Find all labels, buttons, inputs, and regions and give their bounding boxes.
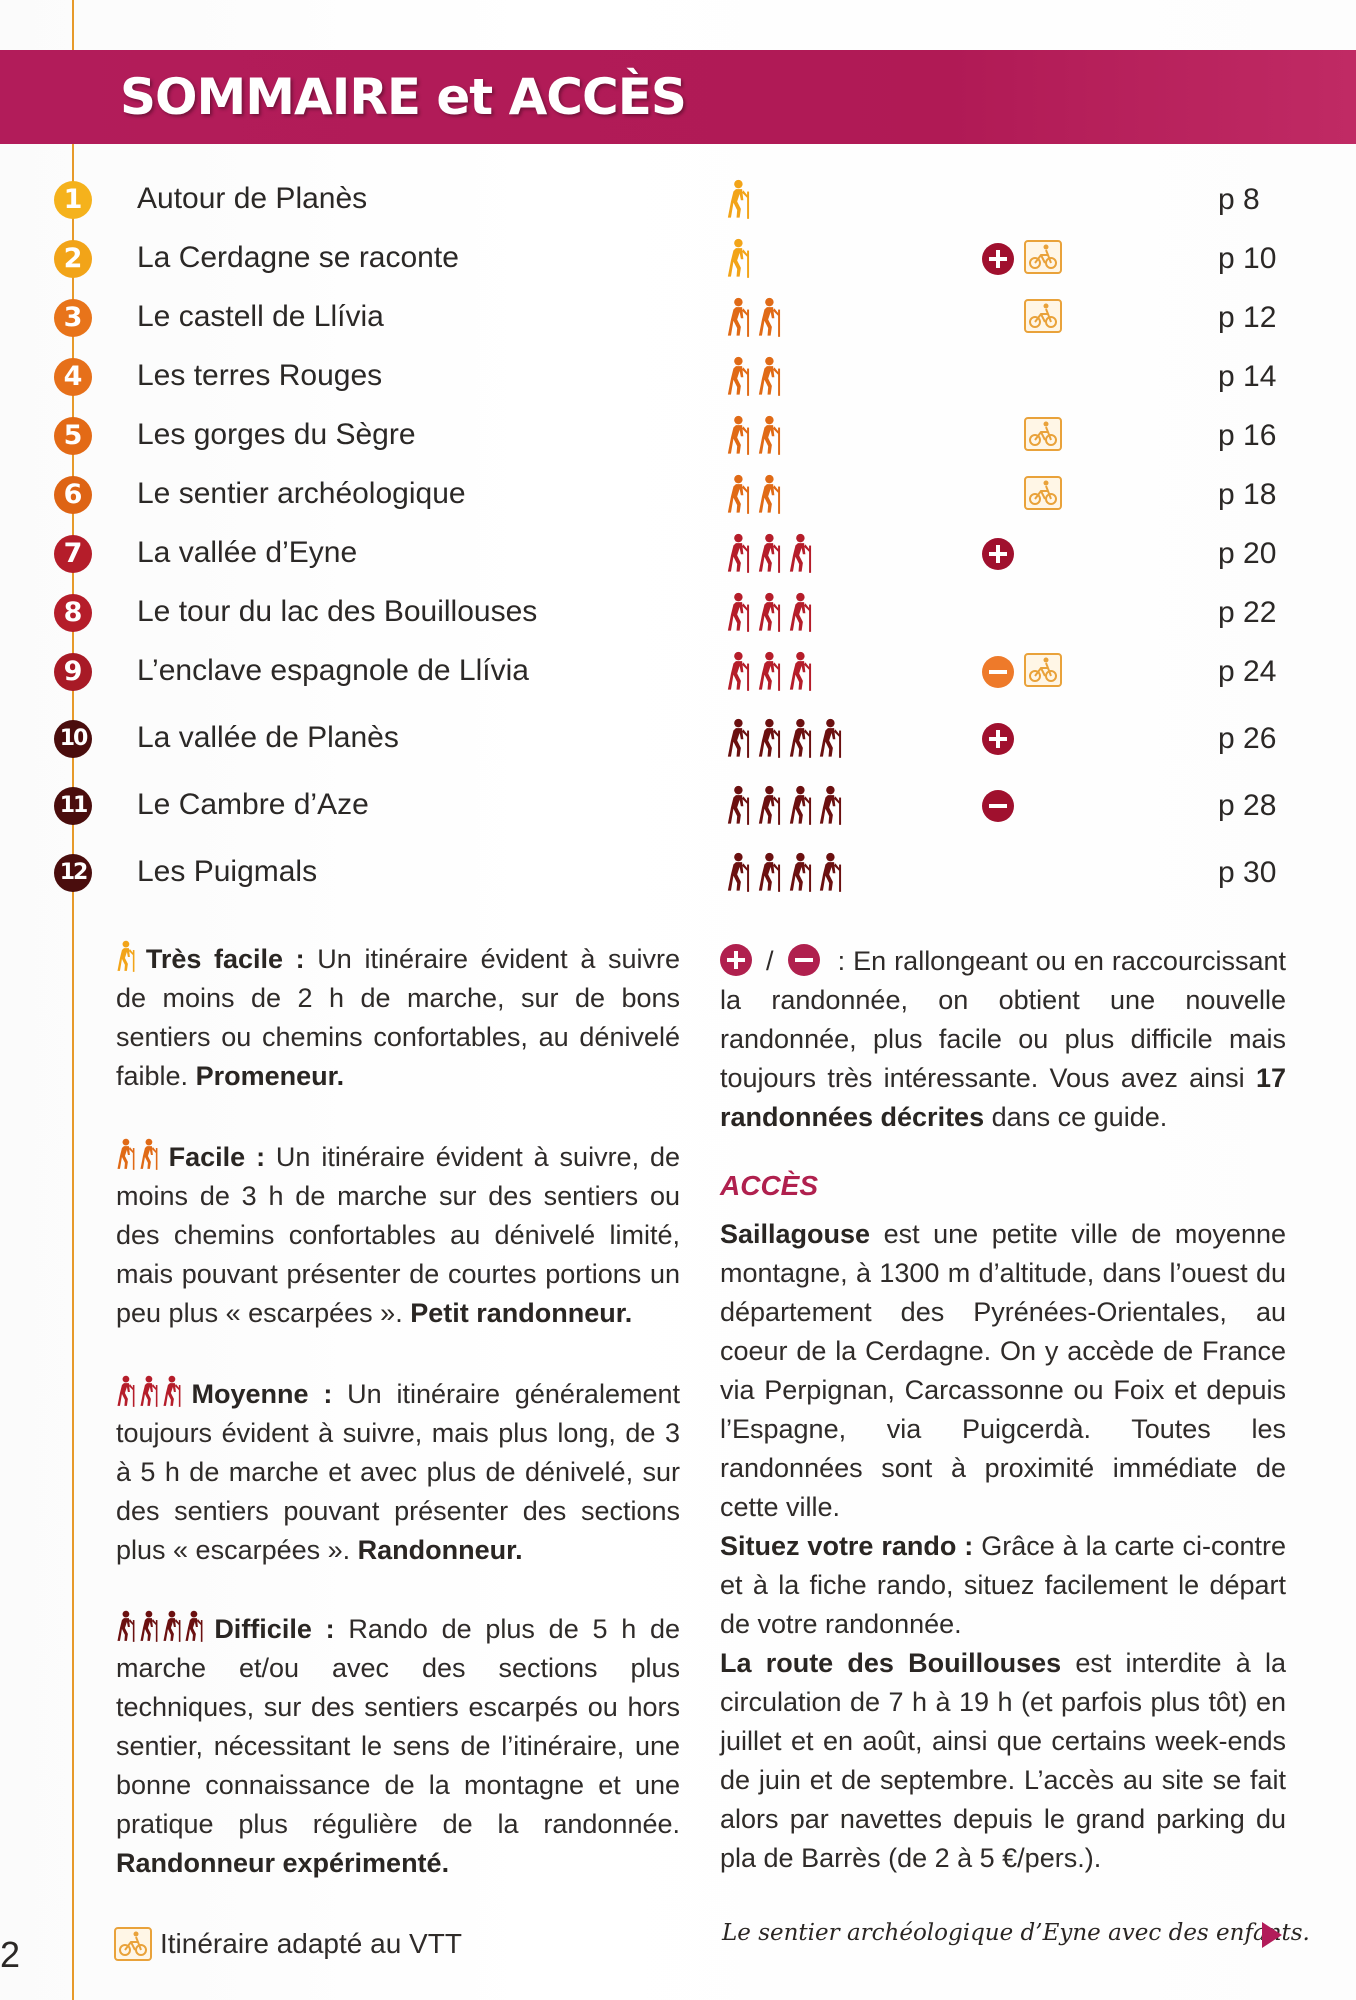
mountain-bike-icon [1024,476,1062,510]
hiker-icon [818,852,843,892]
difficulty-hikers [726,718,843,758]
level-3-hikers [116,1375,181,1407]
hiker-icon [162,1610,182,1642]
hiker-icon [139,1610,159,1642]
route-page-number[interactable]: p 14 [1218,360,1277,393]
route-title[interactable]: Les terres Rouges [137,359,383,392]
acces-text: Saillagouse est une petite ville de moyenne montagne, à 1300 m d’altitude, dans l’ouest du département des Pyrénées-Orientales, au coeur de la Cerdagne. On y accède de France via Perpignan, Carcassonne ou Foix et depuis l’Espagne, via Puigcerdà. Toutes les randonnées sont à proximité immédiate de cette ville. Situez votre rando : Grâce à la carte ci-contre et à la fiche rando, situez facilement le départ de votre randonnée. La route des Bouillouses est interdite à la circulation de 7 h à 19 h (et parfois plus tôt) en juillet et en août, ainsi que certains week-ends de juin et de septembre. L’accès au site se fait alors par navettes depuis le grand parking du pla de Barrès (de 2 à 5 €/pers.). [720,1219,1287,1873]
route-title[interactable]: Autour de Planès [137,182,368,215]
route-page-number[interactable]: p 30 [1218,856,1277,889]
route-page-number[interactable]: p 22 [1218,596,1277,629]
route-row[interactable] [0,594,1356,652]
route-title[interactable]: La Cerdagne se raconte [137,241,459,274]
mountain-bike-icon [114,1927,152,1961]
plus-circle-icon [982,243,1014,275]
hiker-icon [757,474,782,514]
route-row[interactable] [0,299,1356,357]
variants-description: / : En rallongeant ou en raccourcissant la randonnée, on obtient une nouvelle randonnée, plus facile ou plus difficile mais toujours très intéressante. Vous avez ainsi 17 randonnées décrites dans ce guide. [720,946,1286,1132]
minus-circle-icon [982,790,1014,822]
hiker-icon [757,297,782,337]
hiker-icon [788,718,813,758]
hiker-icon [726,852,751,892]
route-title[interactable]: L’enclave espagnole de Llívia [137,654,529,687]
route-row[interactable] [0,417,1356,475]
plus-circle-icon [982,538,1014,570]
hiker-icon [788,533,813,573]
route-page-number[interactable]: p 8 [1218,183,1260,216]
hiker-icon [726,592,751,632]
plus-circle-icon [982,723,1014,755]
route-row[interactable] [0,358,1356,416]
difficulty-hikers [726,238,751,278]
route-title[interactable]: Les gorges du Sègre [137,418,416,451]
caption-arrow-icon [1262,1922,1282,1948]
route-number-badge: 9 [54,653,92,691]
route-title[interactable]: Le castell de Llívia [137,300,384,333]
route-row[interactable] [0,240,1356,298]
route-title[interactable]: Le Cambre d’Aze [137,788,369,821]
level-2-description: Facile : Un itinéraire évident à suivre, de moins de 3 h de marche sur des sentiers ou des chemins confortables au dénivelé limité, mais pouvant présenter de courtes portions un peu plus « escarpées ». Petit randonneur. [116,1138,680,1333]
difficulty-hikers [726,785,843,825]
difficulty-hikers [726,356,782,396]
route-number-badge: 10 [54,720,92,758]
route-page-number[interactable]: p 12 [1218,301,1277,334]
hiker-icon [726,238,751,278]
route-number-badge: 8 [54,594,92,632]
hiker-icon [162,1375,182,1407]
hiker-icon [726,297,751,337]
hiker-icon [757,785,782,825]
acces-heading: ACCÈS [720,1170,819,1201]
route-page-number[interactable]: p 18 [1218,478,1277,511]
route-title[interactable]: Les Puigmals [137,855,318,888]
route-number-badge: 4 [54,358,92,396]
mountain-bike-icon [1024,299,1062,333]
hiker-icon [116,940,136,972]
hiker-icon [139,1138,159,1170]
hiker-icon [726,785,751,825]
route-row[interactable] [0,181,1356,239]
hiker-icon [788,852,813,892]
mountain-bike-icon [1024,240,1062,274]
level-3-description: Moyenne : Un itinéraire généralement toujours évident à suivre, mais plus long, de 3 à 5 h de marche et avec plus de dénivelé, sur des sentiers pouvant présenter des sections plus « escarpées ». Randonneur. [116,1375,680,1570]
hiker-icon [726,718,751,758]
route-number-badge: 2 [54,240,92,278]
difficulty-hikers [726,297,782,337]
minus-circle-icon [788,944,820,976]
difficulty-hikers [726,592,812,632]
mountain-bike-icon [1024,417,1062,451]
route-number-badge: 5 [54,417,92,455]
hiker-icon [757,533,782,573]
route-page-number[interactable]: p 10 [1218,242,1277,275]
hiker-icon [757,415,782,455]
route-row[interactable] [0,787,1356,845]
route-row[interactable] [0,535,1356,593]
route-title[interactable]: La vallée de Planès [137,721,399,754]
level-4-hikers [116,1610,204,1642]
hiker-icon [116,1610,136,1642]
page-number: 2 [0,1934,21,1975]
route-page-number[interactable]: p 20 [1218,537,1277,570]
route-number-badge: 6 [54,476,92,514]
route-title[interactable]: Le sentier archéologique [137,477,466,510]
hiker-icon [116,1138,136,1170]
hiker-icon [757,718,782,758]
hiker-icon [788,785,813,825]
level-1-hikers [116,940,136,972]
photo-caption: Le sentier archéologique d’Eyne avec des enfants. [722,1920,1310,1946]
route-number-badge: 1 [54,181,92,219]
hiker-icon [788,592,813,632]
route-title[interactable]: La vallée d’Eyne [137,536,358,569]
route-number-badge: 12 [54,854,92,892]
difficulty-hikers [726,474,782,514]
level-2-hikers [116,1138,159,1170]
route-row[interactable] [0,476,1356,534]
minus-circle-icon [982,656,1014,688]
difficulty-hikers [726,415,782,455]
hiker-icon [726,179,751,219]
mountain-bike-icon [1024,653,1062,687]
difficulty-hikers [726,852,843,892]
hiker-icon [116,1375,136,1407]
hiker-icon [726,533,751,573]
hiker-icon [726,415,751,455]
page-title: SOMMAIRE et ACCÈS [120,68,686,126]
vtt-legend: Itinéraire adapté au VTT [160,1928,462,1959]
hiker-icon [726,474,751,514]
level-1-description: Très facile : Un itinéraire évident à suivre de moins de 2 h de marche, sur de bons sentiers ou chemins confortables, au dénivelé faible. Promeneur. [116,940,680,1096]
difficulty-hikers [726,533,812,573]
hiker-icon [757,651,782,691]
route-number-badge: 7 [54,535,92,573]
route-title[interactable]: Le tour du lac des Bouillouses [137,595,538,628]
route-page-number[interactable]: p 16 [1218,419,1277,452]
level-4-description: Difficile : Rando de plus de 5 h de marche et/ou avec des sections plus techniques, sur des sentiers escarpés ou hors sentier, nécessitant le sens de l’itinéraire, une bonne connaissance de la montagne et une pratique plus régulière de la randonnée. Randonneur expérimenté. [116,1610,680,1883]
hiker-icon [139,1375,159,1407]
hiker-icon [184,1610,204,1642]
plus-circle-icon [720,944,752,976]
difficulty-hikers [726,651,812,691]
route-page-number[interactable]: p 26 [1218,722,1277,755]
hiker-icon [757,852,782,892]
hiker-icon [818,785,843,825]
hiker-icon [726,356,751,396]
hiker-icon [757,356,782,396]
hiker-icon [726,651,751,691]
hiker-icon [818,718,843,758]
hiker-icon [788,651,813,691]
route-page-number[interactable]: p 24 [1218,655,1277,688]
route-number-badge: 11 [54,787,92,825]
route-row[interactable] [0,854,1356,912]
route-row[interactable] [0,653,1356,711]
difficulty-hikers [726,179,751,219]
route-row[interactable] [0,720,1356,778]
route-number-badge: 3 [54,299,92,337]
hiker-icon [757,592,782,632]
route-page-number[interactable]: p 28 [1218,789,1277,822]
